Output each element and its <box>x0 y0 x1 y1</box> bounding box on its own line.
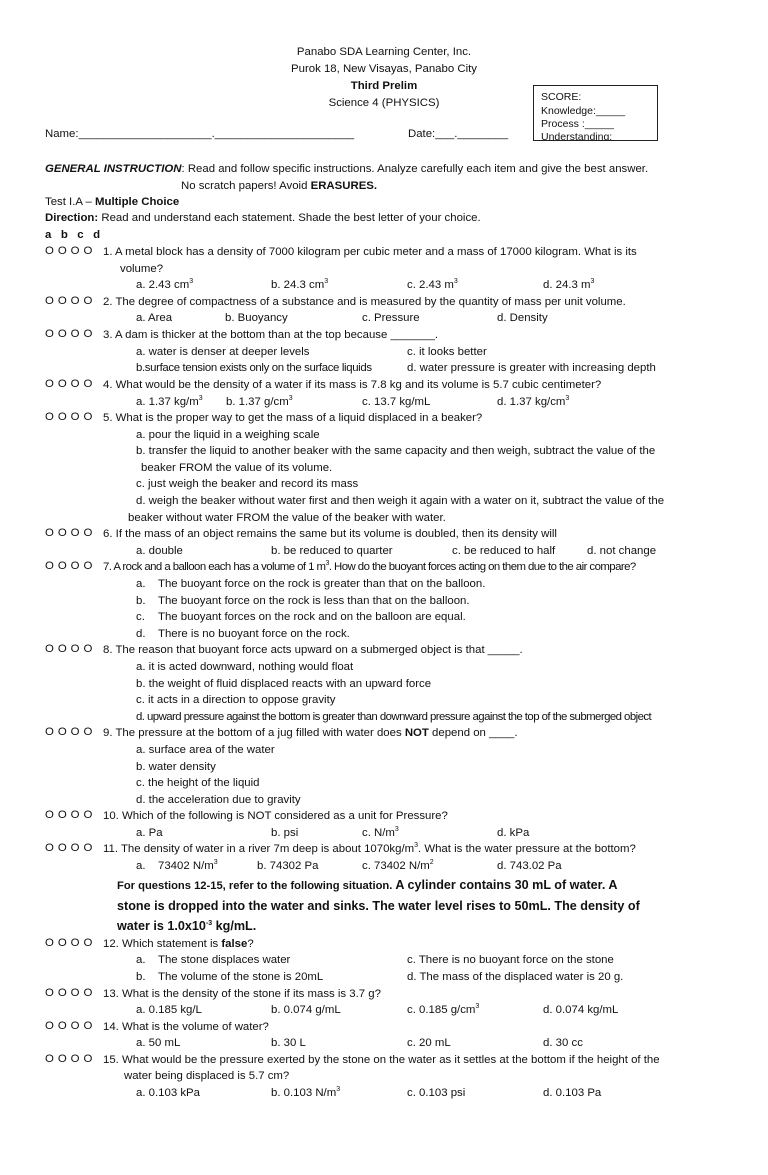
question-stem: 14. What is the volume of water? <box>103 1021 269 1033</box>
choice: b. 30 L <box>271 1037 306 1049</box>
choice: d. 0.103 Pa <box>543 1087 602 1099</box>
choice: The stone displaces water <box>158 954 291 966</box>
choice: c. just weigh the beaker and record its mass <box>136 478 359 490</box>
question-stem: 15. What would be the pressure exerted by the stone on the water as it settles at the bottom if the height of the <box>103 1054 660 1066</box>
date-line: ___.________ <box>435 128 509 140</box>
question-stem-cont: volume? <box>120 263 164 275</box>
choice: d. 0.074 kg/mL <box>543 1004 619 1016</box>
question-stem: 7. A rock and a balloon each has a volume of 1 $m^3$. How do the buoyant forces acting on them due to the air compare? <box>103 560 636 573</box>
choice: d. Density <box>497 312 548 324</box>
choice: a. 0.185 kg/L <box>136 1004 202 1016</box>
score-understanding: Understanding: <box>541 131 613 141</box>
situation-line3: water is $1.0x10^{-3}$ kg/mL. <box>117 919 257 933</box>
choice: a. pour the liquid in a weighing scale <box>136 429 320 441</box>
choice: c. it acts in a direction to oppose gravity <box>136 694 336 706</box>
exam-title: Third Prelim <box>350 80 418 92</box>
instruction-label: GENERAL INSTRUCTION <box>45 163 182 175</box>
choice: b. 1.37 $g/cm^3$ <box>226 395 293 408</box>
situation-paragraph <box>117 875 724 936</box>
question-stem: 5. What is the proper way to get the mass of a liquid displaced in a beaker? <box>103 412 483 424</box>
score-process: Process :_____ <box>541 118 614 130</box>
situation-line1: For questions 12-15, refer to the following situation. A cylinder contains 30 mL of water. A <box>117 878 618 892</box>
question-stem: 11. The density of water in a river 7m deep is about $1070kg/m^3$. What is the water pressure at the bottom? <box>103 842 636 855</box>
question-stem: 8. The reason that buoyant force acts upward on a submerged object is that _____. <box>103 644 523 656</box>
answer-bubbles[interactable]: O O O O <box>45 987 93 999</box>
choice: b. transfer the liquid to another beaker with the same capacity and then weigh, subtract the value of the <box>136 445 656 457</box>
choice: The buoyant force on the rock is greater than that on the balloon. <box>158 578 486 590</box>
school-name: Panabo SDA Learning Center, Inc. <box>296 46 472 58</box>
choice: b. Buoyancy <box>225 312 288 324</box>
name-line: _____________________.______________________ <box>78 128 355 140</box>
choice: a. 2.43 $cm^3$ <box>136 278 194 291</box>
choice-letter: b. <box>136 595 146 607</box>
choice: d. upward pressure against the bottom is greater than downward pressure against the top of the submerged object <box>136 711 652 723</box>
choice-letter: d. <box>136 628 146 640</box>
answer-bubbles[interactable]: O O O O <box>45 842 93 854</box>
question-stem: 4. What would be the density of a water if its mass is 7.8 kg and its volume is 5.7 cubic centimeter? <box>103 379 602 391</box>
date-label: Date: <box>408 128 436 140</box>
choice: b. 74302 Pa <box>257 860 319 872</box>
choice-cont: beaker without water FROM the value of the beaker with water. <box>128 512 446 524</box>
question-stem: 3. A dam is thicker at the bottom than at the top because _______. <box>103 329 438 341</box>
choice: c. 13.7 kg/mL <box>362 396 431 408</box>
choice: d. water pressure is greater with increasing depth <box>407 362 656 374</box>
question-stem: 6. If the mass of an object remains the same but its volume is doubled, then its density will <box>103 528 557 540</box>
question-stem-cont: water being displaced is 5.7 cm? <box>124 1070 290 1082</box>
answer-bubbles[interactable]: O O O O <box>45 560 93 572</box>
school-address: Purok 18, New Visayas, Panabo City <box>291 63 477 75</box>
choice: c. 0.103 psi <box>407 1087 466 1099</box>
choice: a. 1.37 $kg/m^3$ <box>136 395 203 408</box>
question-stem: 2. The degree of compactness of a substance and is measured by the quantity of mass per unit volume. <box>103 296 626 308</box>
answer-bubbles[interactable]: O O O O <box>45 1020 93 1032</box>
choice: b. 24.3 $cm^3$ <box>271 278 329 291</box>
name-label: Name: <box>45 128 79 140</box>
choice: c. There is no buoyant force on the stone <box>407 954 614 966</box>
choice: a. surface area of the water <box>136 744 275 756</box>
choice-letter: a. <box>136 578 146 590</box>
answer-bubbles[interactable]: O O O O <box>45 328 93 340</box>
choice: a. Area <box>136 312 173 324</box>
choice: d. weigh the beaker without water first and then weigh it again with a water on it, subtract the value of the <box>136 495 665 507</box>
choice: b. 0.103 $N/m^3$ <box>271 1086 341 1099</box>
question-stem: 10. Which of the following is NOT considered as a unit for Pressure? <box>103 810 448 822</box>
choice: a. 0.103 kPa <box>136 1087 200 1099</box>
choice-letter: a. <box>136 954 146 966</box>
choice: b. the weight of fluid displaced reacts with an upward force <box>136 678 432 690</box>
answer-bubbles[interactable]: O O O O <box>45 643 93 655</box>
choice-letter: c. <box>136 611 145 623</box>
choice: a. water is denser at deeper levels <box>136 346 310 358</box>
instruction-line2: No scratch papers! Avoid ERASURES. <box>181 180 378 192</box>
date-field <box>408 127 508 141</box>
choice: The buoyant forces on the rock and on the balloon are equal. <box>158 611 466 623</box>
choice: b. water density <box>136 761 216 773</box>
choice: c. be reduced to half <box>452 545 556 557</box>
answer-bubbles[interactable]: O O O O <box>45 527 93 539</box>
score-title: SCORE: <box>541 91 582 103</box>
choice: c. the height of the liquid <box>136 777 260 789</box>
choice: The volume of the stone is 20mL <box>158 971 324 983</box>
choice: c. $N/m^3$ <box>362 826 399 839</box>
question-stem: 13. What is the density of the stone if its mass is 3.7 g? <box>103 988 381 1000</box>
choice: d. 30 cc <box>543 1037 583 1049</box>
choice: c. 73402 $N/m^2$ <box>362 859 434 872</box>
answer-bubbles[interactable]: O O O O <box>45 295 93 307</box>
answer-bubbles[interactable]: O O O O <box>45 809 93 821</box>
choice-letter: a. <box>136 860 146 872</box>
question-stem: 12. Which statement is false? <box>103 938 254 950</box>
choice: 73402 $N/m^3$ <box>158 859 218 872</box>
subject-title: Science 4 (PHYSICS) <box>328 97 440 109</box>
answer-bubbles[interactable]: O O O O <box>45 378 93 390</box>
choice: c. 2.43 $m^3$ <box>407 278 458 291</box>
answer-bubbles[interactable]: O O O O <box>45 245 93 257</box>
name-field <box>45 127 354 141</box>
choice: d. not change <box>587 545 657 557</box>
choice: d. 743.02 Pa <box>497 860 562 872</box>
choice: d. The mass of the displaced water is 20 g. <box>407 971 624 983</box>
choice: d. 1.37 $kg/cm^3$ <box>497 395 570 408</box>
answer-bubbles[interactable]: O O O O <box>45 937 93 949</box>
question-stem: 1. A metal block has a density of 7000 kilogram per cubic meter and a mass of 17000 kilogram. What is its <box>103 246 637 258</box>
choice: c. 0.185 $g/cm^3$ <box>407 1003 480 1016</box>
situation-line2: stone is dropped into the water and sinks. The water level rises to 50mL. The density of <box>117 899 640 913</box>
choice: b. psi <box>271 827 299 839</box>
choice: b.surface tension exists only on the surface liquids <box>136 362 372 374</box>
answer-bubbles[interactable]: O O O O <box>45 411 93 423</box>
choice-cont: beaker FROM the value of its volume. <box>141 462 333 474</box>
choice: a. Pa <box>136 827 163 839</box>
choice: b. be reduced to quarter <box>271 545 393 557</box>
choice: d. the acceleration due to gravity <box>136 794 301 806</box>
general-instruction <box>45 162 648 176</box>
choice: d. kPa <box>497 827 530 839</box>
answer-bubbles[interactable]: O O O O <box>45 726 93 738</box>
choice-letters-header: a b c d <box>45 229 101 241</box>
choice: There is no buoyant force on the rock. <box>158 628 350 640</box>
test-heading: Test I.A – Multiple Choice <box>45 196 180 208</box>
choice: a. 50 mL <box>136 1037 181 1049</box>
score-knowledge: Knowledge:_____ <box>541 105 626 117</box>
choice-letter: b. <box>136 971 146 983</box>
direction: Direction: Read and understand each statement. Shade the best letter of your choice. <box>45 212 481 224</box>
choice: b. 0.074 g/mL <box>271 1004 341 1016</box>
choice: a. double <box>136 545 183 557</box>
choice: The buoyant force on the rock is less than that on the balloon. <box>158 595 470 607</box>
answer-bubbles[interactable]: O O O O <box>45 1053 93 1065</box>
choice: a. it is acted downward, nothing would float <box>136 661 354 673</box>
question-stem: 9. The pressure at the bottom of a jug filled with water does NOT depend on ____. <box>103 727 518 739</box>
instruction-text: : Read and follow specific instructions. Analyze carefully each item and give the best answer. <box>181 163 649 175</box>
choice: c. Pressure <box>362 312 420 324</box>
choice: c. it looks better <box>407 346 487 358</box>
choice: d. 24.3 $m^3$ <box>543 278 595 291</box>
choice: c. 20 mL <box>407 1037 451 1049</box>
